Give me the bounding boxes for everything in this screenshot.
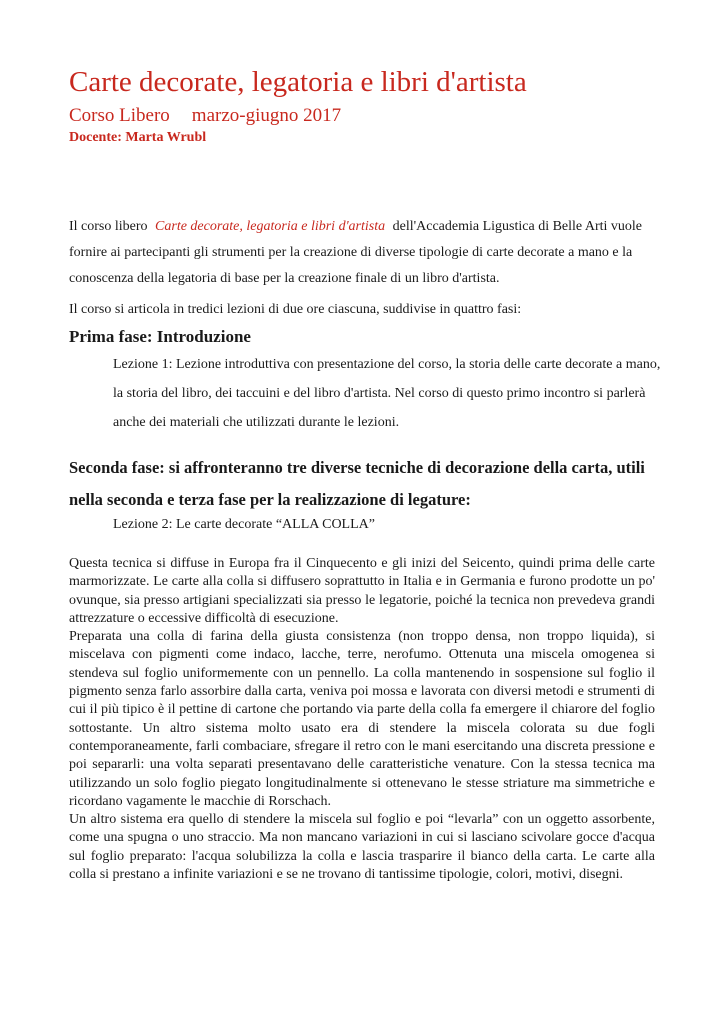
body-paragraph: Questa tecnica si diffuse in Europa fra il Cinquecento e gli inizi del Seicento, quindi prima delle carte marmorizzate. Le carte alla colla si diffusero soprattutto in Italia e in Germania e furono prodotte un po' ovunque, sia presso artigiani specializzati sia presso le legatorie, poiché la tecnica non prevedeva grandi attrezzature o eccessive difficoltà di esecuzione.	[69, 556, 655, 626]
technique-description	[69, 555, 655, 884]
course-type: Corso Libero	[69, 105, 170, 126]
intro-before: Il corso libero	[69, 219, 148, 234]
intro-course-name: Carte decorate, legatoria e libri d'artista	[155, 219, 386, 234]
lesson-2-title: Lezione 2: Le carte decorate “ALLA COLLA”	[113, 517, 375, 532]
phase-1-heading: Prima fase: Introduzione	[69, 327, 251, 346]
lesson-1-description: Lezione 1: Lezione introduttiva con presentazione del corso, la storia delle carte decorate a mano, la storia del libro, dei taccuini e del libro d'artista. Nel corso di questo primo incontro si parlerà anche dei materiali che utilizzati durante le lezioni.	[113, 357, 661, 430]
intro-paragraph	[69, 214, 659, 292]
course-dates: marzo-giugno 2017	[191, 105, 342, 126]
page-title: Carte decorate, legatoria e libri d'artista	[69, 66, 527, 98]
course-structure: Il corso si articola in tredici lezioni di due ore ciascuna, suddivise in quattro fasi:	[69, 302, 522, 317]
course-subtitle	[69, 104, 341, 128]
intro-after: dell'Accademia Ligustica di Belle Arti vuole fornire ai partecipanti gli strumenti per la creazione di diverse tipologie di carte decorate a mano e la conoscenza della legatoria di base per la creazione finale di un libro d'artista.	[69, 219, 643, 286]
body-paragraph: Un altro sistema era quello di stendere la miscela sul foglio e poi “levarla” con un oggetto assorbente, come una spugna o uno straccio. Ma non mancano variazioni in cui si lasciano scivolare gocce d'acqua sul foglio preparato: l'acqua solubilizza la colla e lascia trasparire il bianco della carta. Le carte alla colla si prestano a infinite variazioni e se ne trovano di tantissime tipologie, colori, motivi, disegni.	[69, 812, 655, 883]
body-paragraph: Preparata una colla di farina della giusta consistenza (non troppo densa, non troppo liquida), si miscelava con pigmenti come indaco, lacche, terre, nerofumo. Ottenuta una miscela omogenea si stendeva sul foglio uniformemente con un pennello. La colla mantenendo in sospensione sul foglio il pigmento senza farlo assorbire dalla carta, veniva poi mossa e lavorata con diversi metodi e strumenti di cui il più tipico è il pettine di cartone che portando via parte della colla fa emergere il chiarore del foglio sottostante. Un altro sistema molto usato era di stendere la miscela colorata su due fogli contemporaneamente, farli combaciare, sfregare il retro con le mani esercitando una discreta pressione e poi separarli: una volta separati presentavano delle caratteristiche venature. Con la stessa tecnica ma utilizzando un solo foglio piegato longitudinalmente si ottenevano le stesse striature ma simmetriche e ricordano vagamente le macchie di Rorschach.	[69, 629, 655, 809]
teacher-name: Docente: Marta Wrubl	[69, 130, 207, 145]
phase-2-heading: Seconda fase: si affronteranno tre diverse tecniche di decorazione della carta, utili nella seconda e terza fase per la realizzazione di legature:	[69, 458, 645, 509]
